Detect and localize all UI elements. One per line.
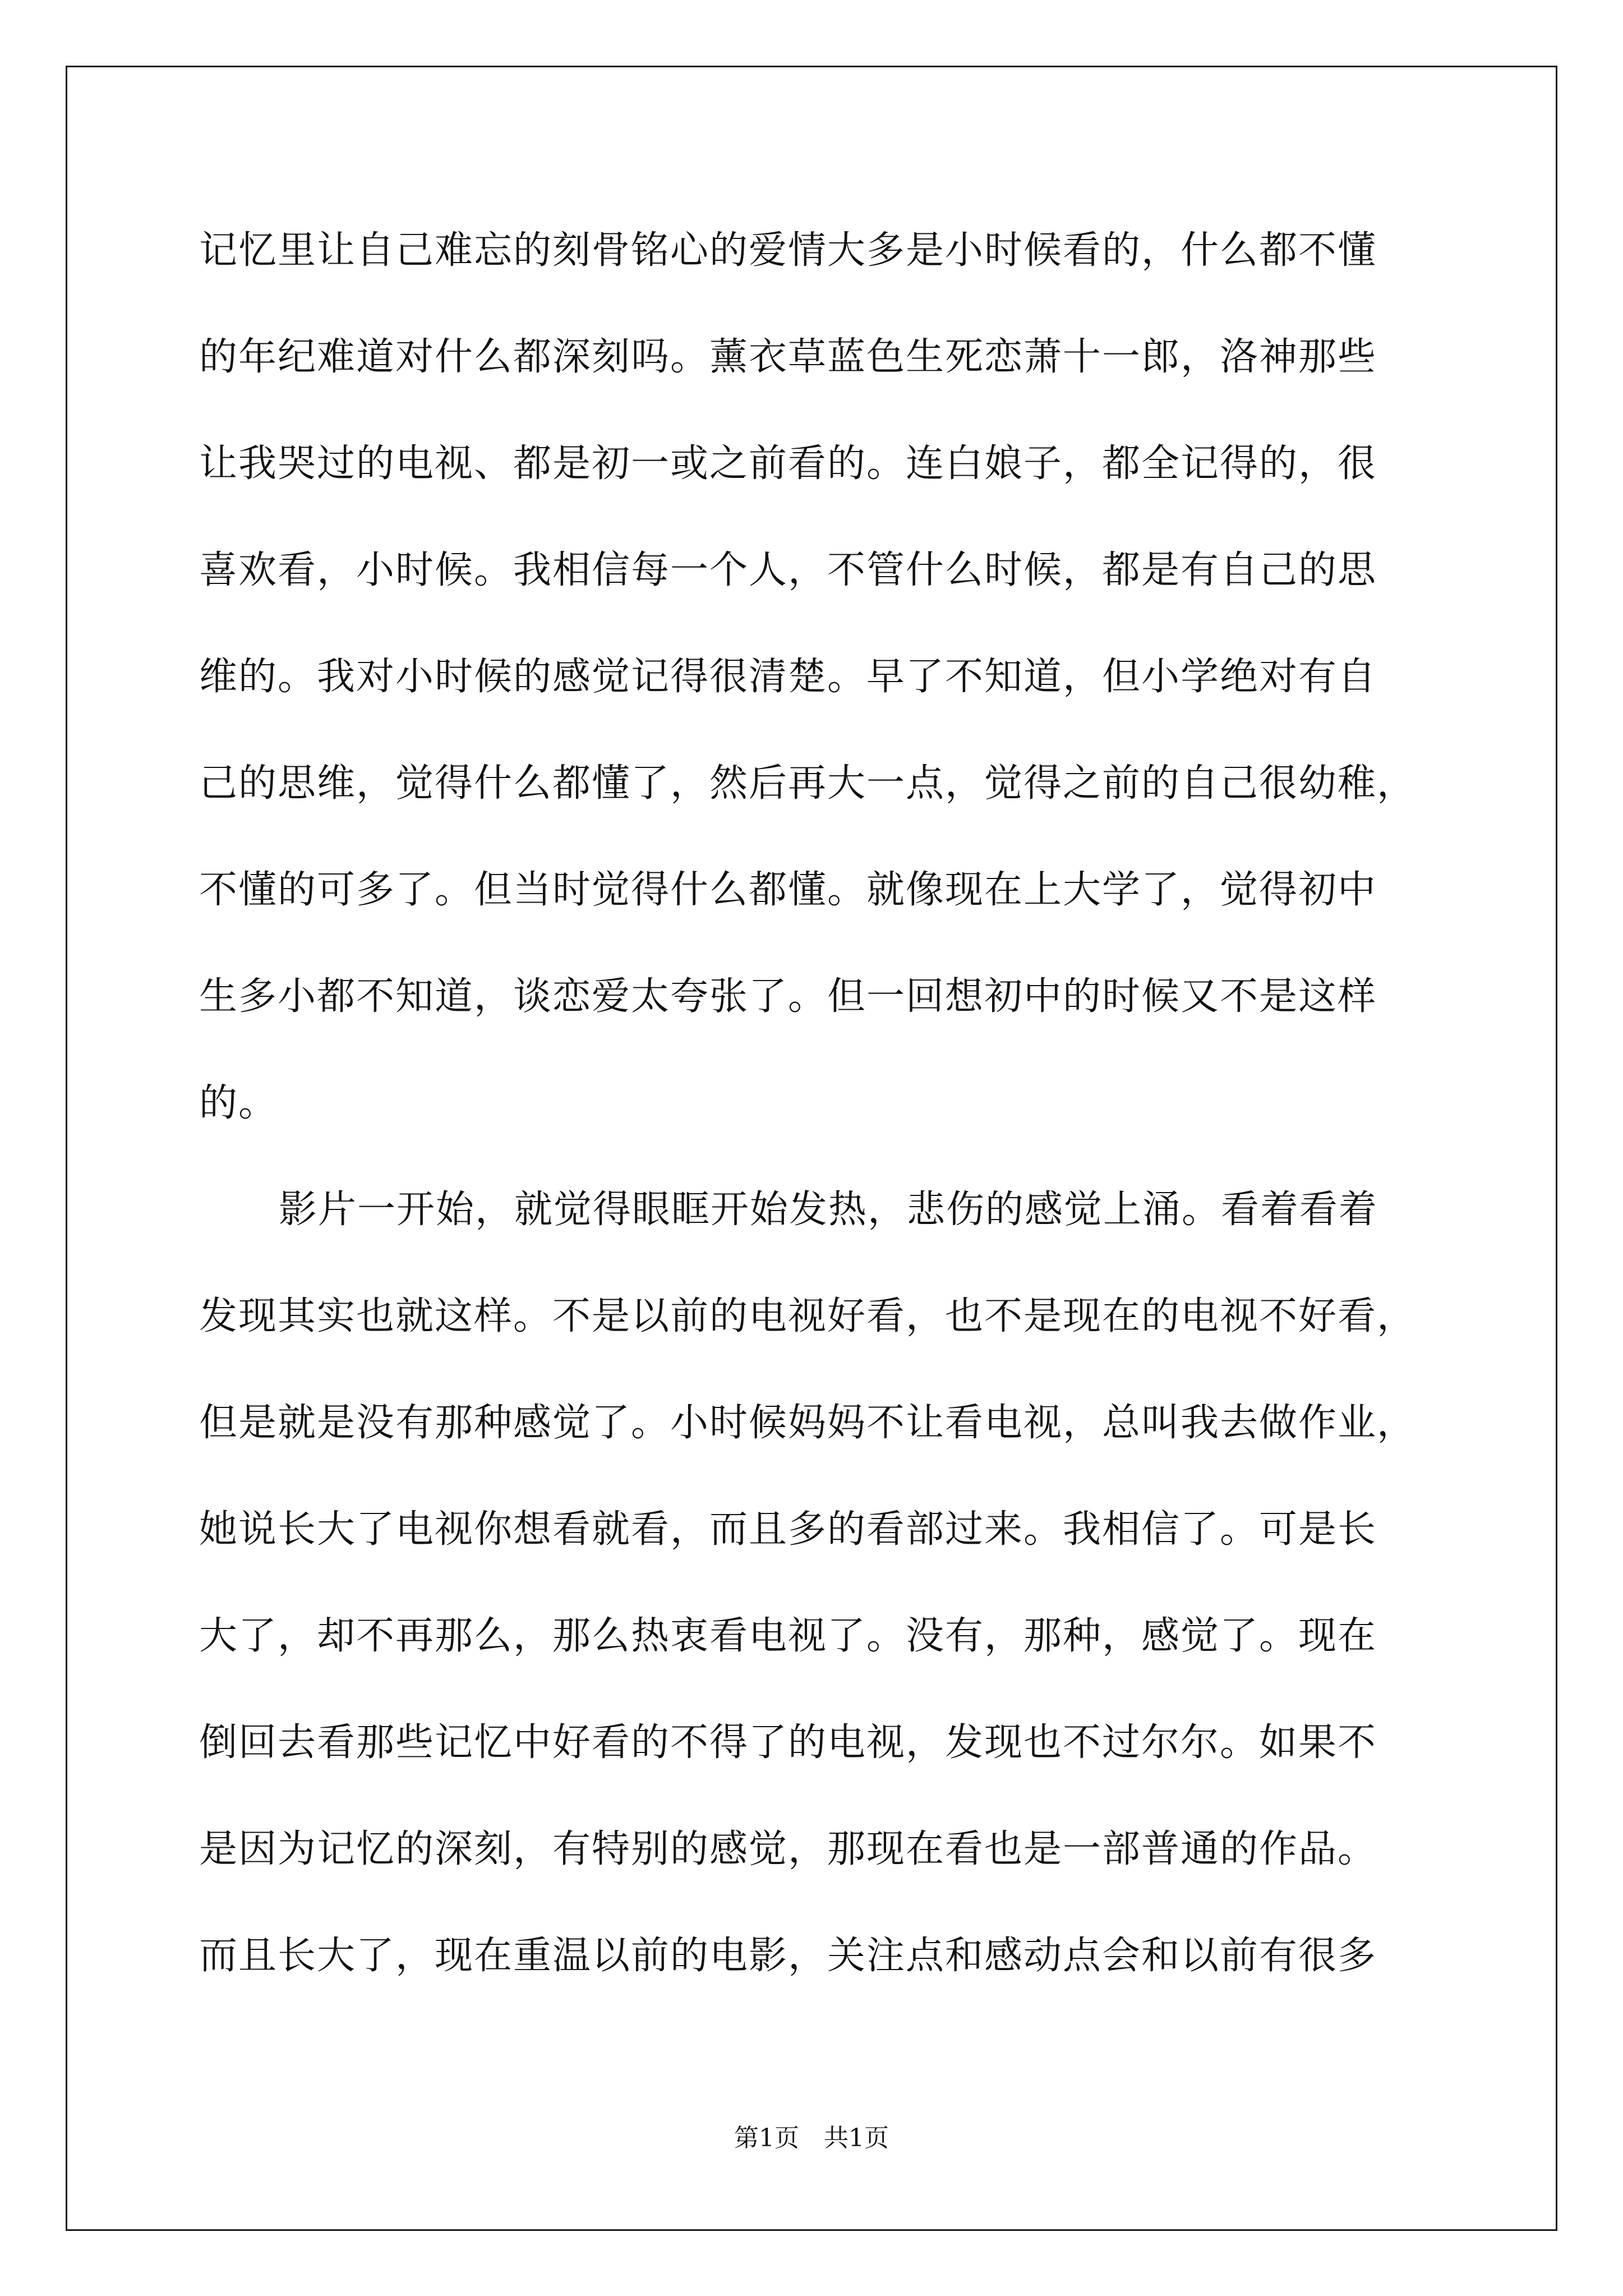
page-footer bbox=[0, 2122, 1623, 2155]
text-line-15: 倒回去看那些记忆中好看的不得了的电视，发现也不过尔尔。如果不 bbox=[199, 1720, 1377, 1765]
text-line-13: 她说长大了电视你想看就看，而且多的看部过来。我相信了。可是长 bbox=[199, 1507, 1377, 1552]
page-total: 共1页 bbox=[824, 2124, 889, 2152]
text-line-14: 大了，却不再那么，那么热衷看电视了。没有，那种，感觉了。现在 bbox=[199, 1614, 1377, 1658]
text-line-2: 的年纪难道对什么都深刻吗。薰衣草蓝色生死恋萧十一郎，洛神那些 bbox=[199, 335, 1377, 379]
text-line-12: 但是就是没有那种感觉了。小时候妈妈不让看电视，总叫我去做作业， bbox=[199, 1401, 1417, 1445]
text-line-11: 发现其实也就这样。不是以前的电视好看，也不是现在的电视不好看， bbox=[199, 1294, 1417, 1338]
text-line-17: 而且长大了，现在重温以前的电影，关注点和感动点会和以前有很多 bbox=[199, 1934, 1377, 1978]
text-line-10: 影片一开始，就觉得眼眶开始发热，悲伤的感觉上涌。看着看着 bbox=[279, 1188, 1378, 1232]
text-line-3: 让我哭过的电视、都是初一或之前看的。连白娘子，都全记得的，很 bbox=[199, 441, 1377, 486]
text-line-9: 的。 bbox=[199, 1081, 278, 1125]
text-line-16: 是因为记忆的深刻，有特别的感觉，那现在看也是一部普通的作品。 bbox=[199, 1827, 1377, 1871]
page-border bbox=[66, 66, 1557, 2231]
text-line-5: 维的。我对小时候的感觉记得很清楚。早了不知道，但小学绝对有自 bbox=[199, 655, 1377, 699]
text-line-8: 生多小都不知道，谈恋爱太夸张了。但一回想初中的时候又不是这样 bbox=[199, 974, 1377, 1019]
text-line-7: 不懂的可多了。但当时觉得什么都懂。就像现在上大学了，觉得初中 bbox=[199, 868, 1377, 912]
text-line-1: 记忆里让自己难忘的刻骨铭心的爱情大多是小时候看的，什么都不懂 bbox=[199, 228, 1377, 273]
text-line-4: 喜欢看，小时候。我相信每一个人，不管什么时候，都是有自己的思 bbox=[199, 548, 1377, 592]
page-number: 第1页 bbox=[734, 2124, 799, 2152]
text-line-6: 己的思维，觉得什么都懂了，然后再大一点，觉得之前的自己很幼稚， bbox=[199, 761, 1417, 806]
